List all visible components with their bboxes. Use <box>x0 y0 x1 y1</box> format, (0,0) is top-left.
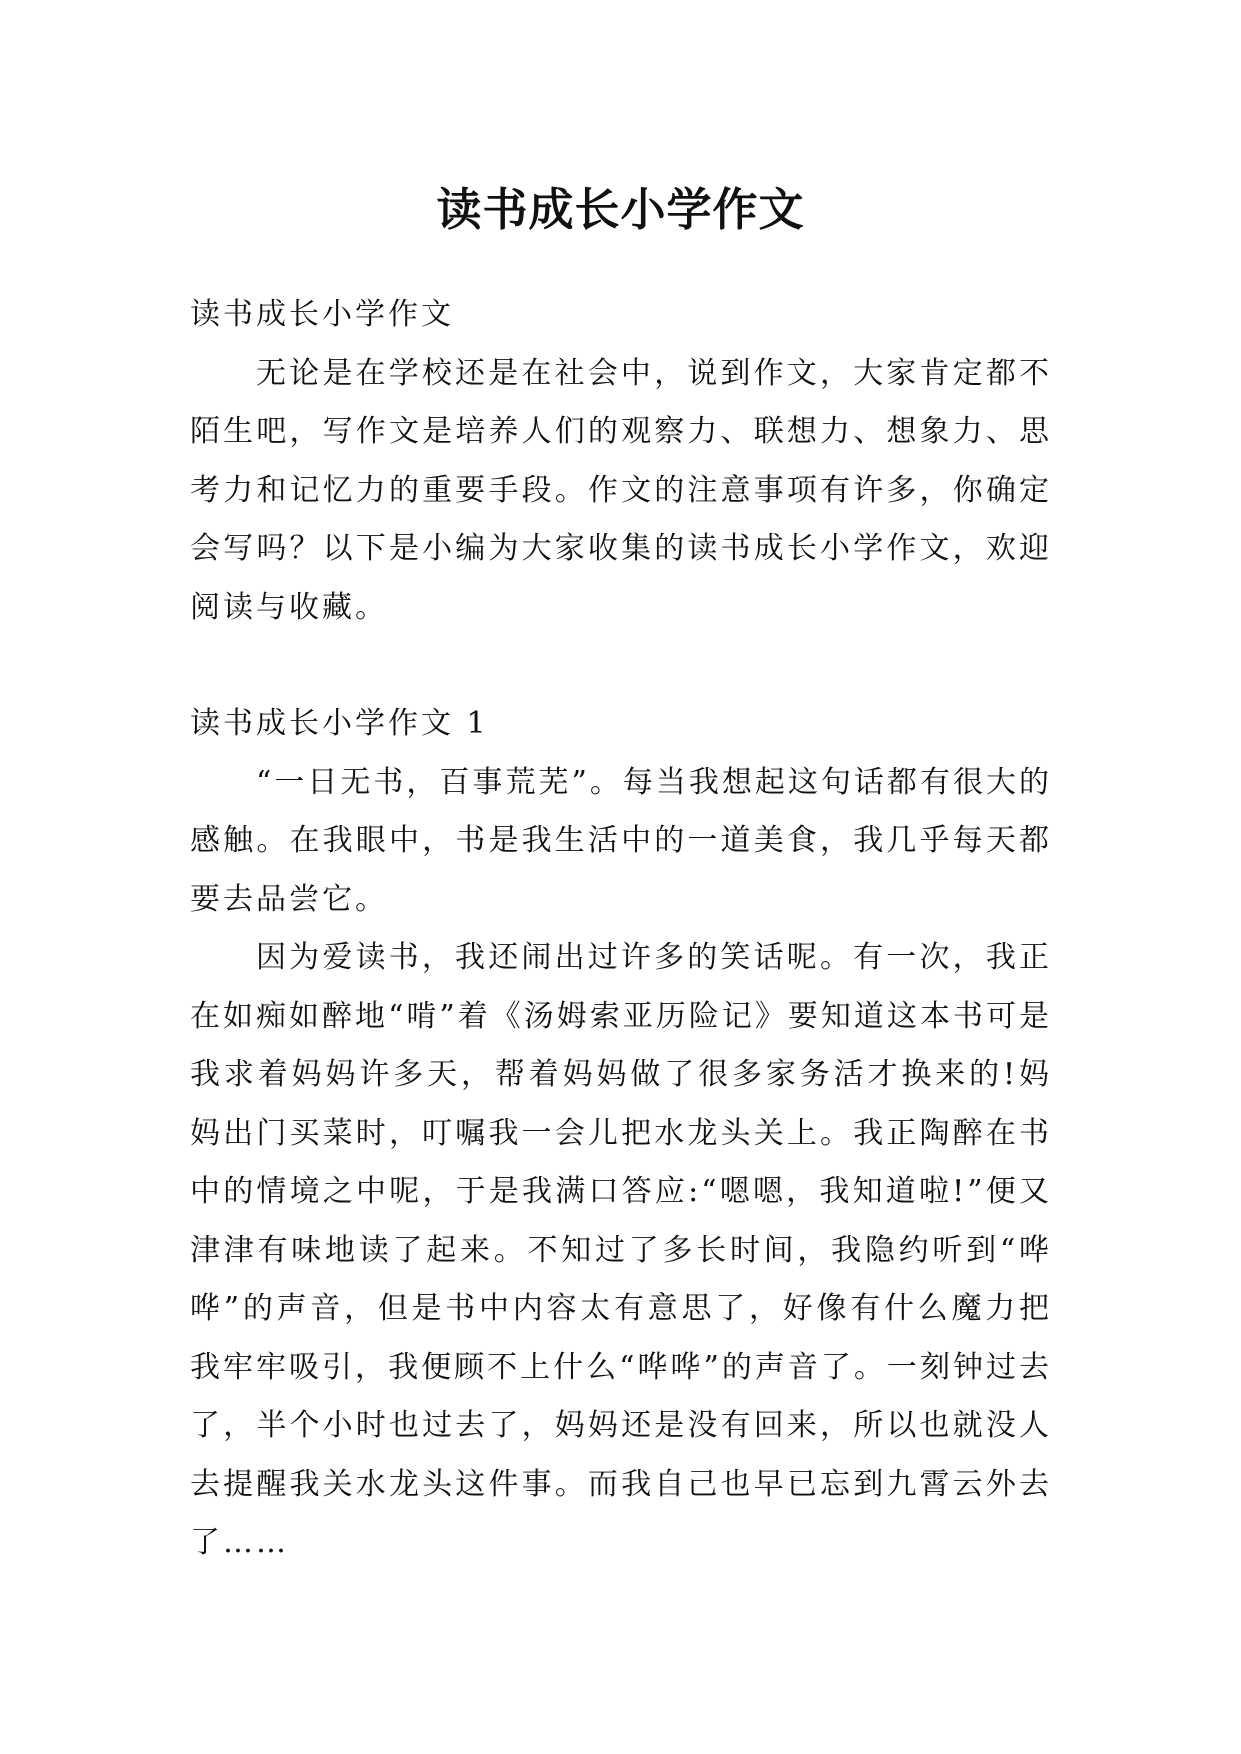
section-title: 读书成长小学作文 1 <box>190 706 489 741</box>
body-paragraph: “一日无书，百事荒芜”。每当我想起这句话都有很大的感触。在我眼中，书是我生活中的一道美食，我几乎每天都要去品尝它。 <box>190 764 1052 917</box>
section-spacer <box>190 637 1052 695</box>
document-body <box>190 286 1052 1573</box>
document-title: 读书成长小学作文 <box>436 183 805 237</box>
body-paragraph: 因为爱读书，我还闹出过许多的笑话呢。有一次，我正在如痴如醉地“啃”着《汤姆索亚历险记》要知道这本书可是我求着妈妈许多天，帮着妈妈做了很多家务活才换来的!妈妈出门买菜时，叮嘱我一会儿把水龙头关上。我正陶醉在书中的情境之中呢，于是我满口答应:“嗯嗯，我知道啦!”便又津津有味地读了起来。不知过了多长时间，我隐约听到“哗哗”的声音，但是书中内容太有意思了，好像有什么魔力把我牢牢吸引，我便顾不上什么“哗哗”的声音了。一刻钟过去了，半个小时也过去了，妈妈还是没有回来，所以也就没人去提醒我关水龙头这件事。而我自己也早已忘到九霄云外去了…… <box>190 940 1052 1560</box>
document-subtitle: 读书成长小学作文 <box>190 297 454 332</box>
intro-paragraph: 无论是在学校还是在社会中，说到作文，大家肯定都不陌生吧，写作文是培养人们的观察力、联想力、想象力、思考力和记忆力的重要手段。作文的注意事项有许多，你确定会写吗？以下是小编为大家收集的读书成长小学作文，欢迎阅读与收藏。 <box>190 355 1052 625</box>
